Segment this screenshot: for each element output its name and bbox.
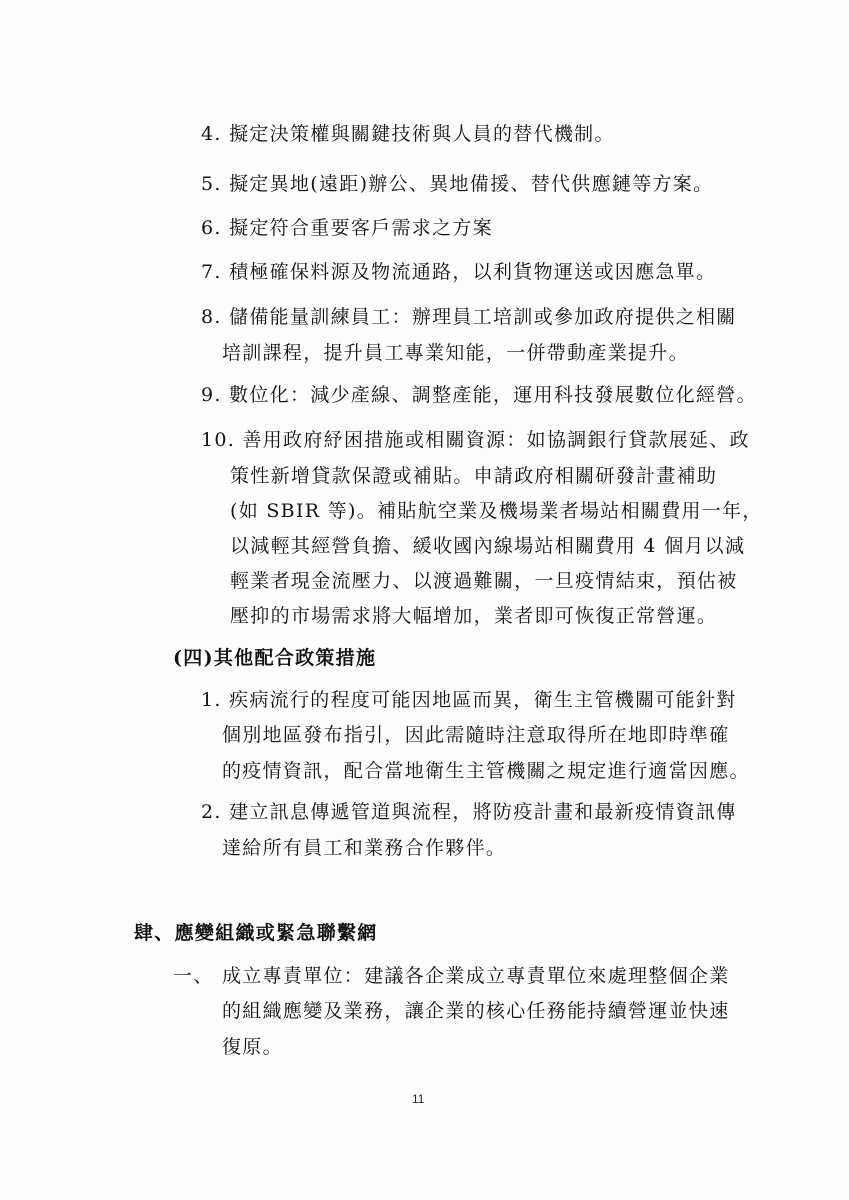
list-item-9: 9. 數位化：減少產線、調整產能，運用科技發展數位化經營。 <box>201 384 757 406</box>
chapter-sub1-marker: 一、 <box>173 965 214 987</box>
list-item-10-line6: 壓抑的市場需求將大幅增加，業者即可恢復正常營運。 <box>230 605 718 627</box>
list-item-8-line2: 培訓課程，提升員工專業知能，一併帶動產業提升。 <box>222 342 689 364</box>
section4-item-1-line1: 1. 疾病流行的程度可能因地區而異，衛生主管機關可能針對 <box>201 689 737 711</box>
chapter-sub1-line3: 復原。 <box>222 1036 283 1058</box>
section-heading-4: (四)其他配合政策措施 <box>173 647 377 669</box>
chapter-sub1-line1: 成立專責單位：建議各企業成立專責單位來處理整個企業 <box>222 965 730 987</box>
list-item-10-line1: 10. 善用政府紓困措施或相關資源：如協調銀行貸款展延、政 <box>201 429 750 451</box>
list-item-10-line5: 輕業者現金流壓力、以渡過難關，一旦疫情結束，預估被 <box>230 570 738 592</box>
list-item-10-line2: 策性新增貸款保證或補貼。申請政府相關研發計畫補助 <box>230 465 718 487</box>
chapter-heading: 肆、應變組織或緊急聯繫網 <box>134 922 378 944</box>
page-number: 11 <box>412 1092 425 1106</box>
list-item-7: 7. 積極確保料源及物流通路，以利貨物運送或因應急單。 <box>201 261 717 283</box>
section4-item-1-line3: 的疫情資訊，配合當地衛生主管機關之規定進行適當因應。 <box>222 760 750 782</box>
section4-item-2-line1: 2. 建立訊息傳遞管道與流程，將防疫計畫和最新疫情資訊傳 <box>201 801 737 823</box>
list-item-10-line3: (如 SBIR 等)。補貼航空業及機場業者場站相關費用一年， <box>230 500 763 522</box>
list-item-10-line4: 以減輕其經營負擔、緩收國內線場站相關費用 4 個月以減 <box>230 535 746 557</box>
list-item-6: 6. 擬定符合重要客戶需求之方案 <box>201 217 493 239</box>
list-item-5: 5. 擬定異地(遠距)辦公、異地備援、替代供應鏈等方案。 <box>201 173 714 195</box>
list-item-8-line1: 8. 儲備能量訓練員工：辦理員工培訓或參加政府提供之相關 <box>201 306 737 328</box>
list-item-4: 4. 擬定決策權與關鍵技術與人員的替代機制。 <box>201 123 615 145</box>
chapter-sub1-line2: 的組織應變及業務，讓企業的核心任務能持續營運並快速 <box>222 1000 730 1022</box>
section4-item-2-line2: 達給所有員工和業務合作夥伴。 <box>222 837 507 859</box>
section4-item-1-line2: 個別地區發布指引，因此需隨時注意取得所在地即時準確 <box>222 724 730 746</box>
